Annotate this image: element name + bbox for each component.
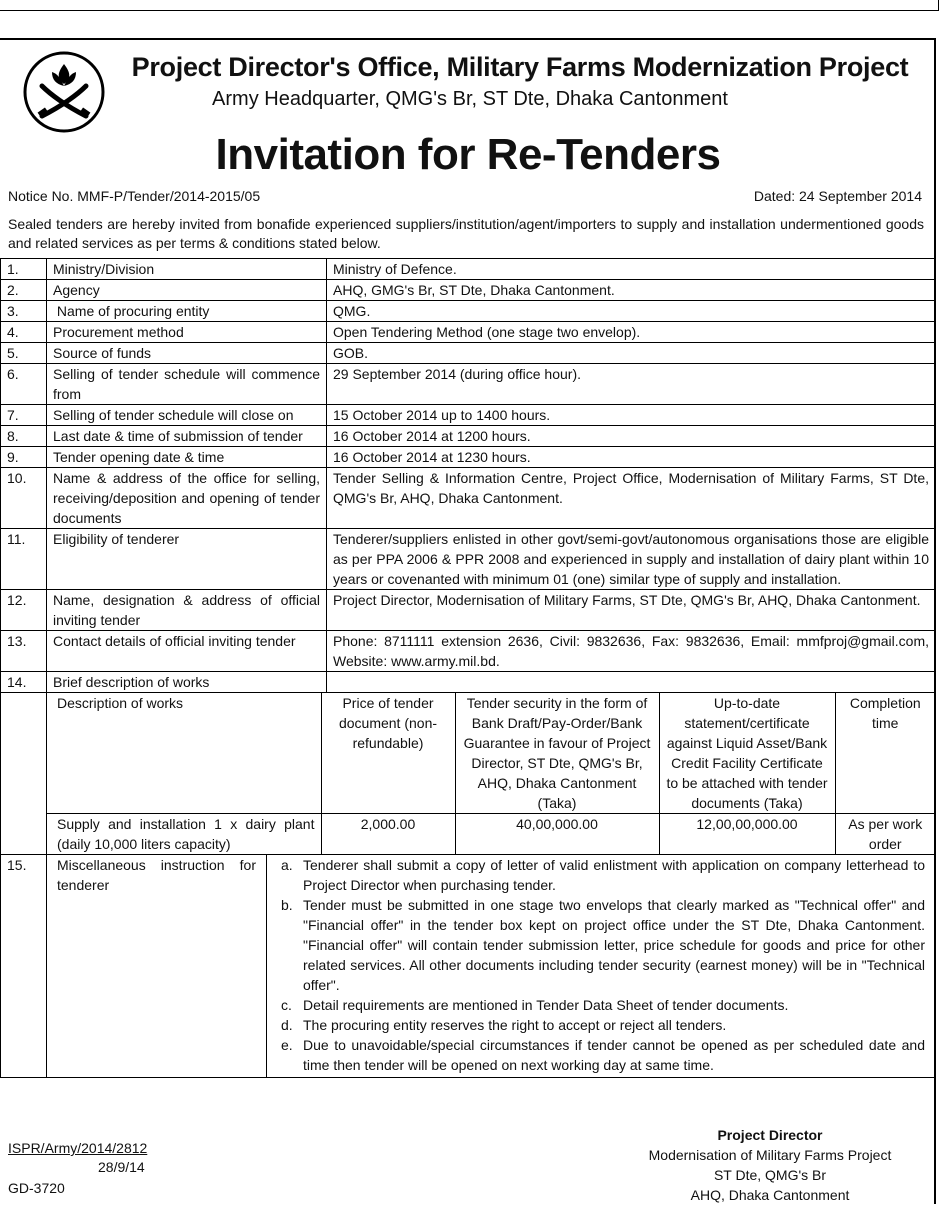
table-row — [1, 280, 936, 301]
row-value: Ministry of Defence. — [327, 259, 936, 280]
row-label: Name, designation & address of official inviting tender — [47, 590, 327, 631]
row-number: 12. — [1, 590, 47, 631]
table-row — [1, 301, 936, 322]
row-value: 16 October 2014 at 1200 hours. — [327, 426, 936, 447]
row-label: Contact details of official inviting tender — [47, 631, 327, 672]
works-item-row — [47, 814, 935, 855]
army-crest-icon — [22, 50, 106, 134]
works-item-security: 40,00,000.00 — [455, 814, 659, 855]
works-item-completion: As per work order — [835, 814, 935, 855]
works-item-price: 2,000.00 — [321, 814, 455, 855]
signatory-title: Project Director — [717, 1127, 823, 1143]
misc-row — [1, 855, 936, 1078]
row-value — [327, 672, 936, 693]
row-label: Ministry/Division — [47, 259, 327, 280]
list-item: c. Detail requirements are mentioned in Tender Data Sheet of tender documents. — [281, 997, 789, 1013]
row-number: 13. — [1, 631, 47, 672]
table-row — [1, 468, 936, 529]
row-value: Tenderer/suppliers enlisted in other govt/semi-govt/autonomous organisations those are eligible as per PPA 2006 & PPR 2008 and experienced in supply and installation of dairy plant within 10 years or covenanted with minimum 01 (one) similar type of supply and installation. — [327, 529, 936, 590]
signatory-line: Modernisation of Military Farms Project — [648, 1147, 892, 1163]
row-value: Phone: 8711111 extension 2636, Civil: 9832636, Fax: 9832636, Email: mmfproj@gmail.com, Website: www.army.mil.bd. — [327, 631, 936, 672]
works-item-desc: Supply and installation 1 x dairy plant (daily 10,000 liters capacity) — [47, 814, 321, 855]
row-label: Tender opening date & time — [47, 447, 327, 468]
table-row — [1, 364, 936, 405]
misc-instructions-list — [273, 855, 925, 1075]
row-number: 10. — [1, 468, 47, 529]
table-row — [1, 631, 936, 672]
row-number: 14. — [1, 672, 47, 693]
list-item: e. Due to unavoidable/special circumstances if tender cannot be opened as per scheduled date and time then tender will be opened on next working day at same time. — [281, 1037, 925, 1073]
table-row — [1, 259, 936, 280]
row-label: Last date & time of submission of tender — [47, 426, 327, 447]
table-row — [1, 447, 936, 468]
notice-date: Dated: 24 September 2014 — [753, 188, 922, 204]
gd-number: GD-3720 — [8, 1180, 65, 1196]
row-value: Tender Selling & Information Centre, Project Office, Modernisation of Military Farms, ST Dte, QMG's Br, AHQ, Dhaka Cantonment. — [327, 468, 936, 529]
row-number: 1. — [1, 259, 47, 280]
row-number: 15. — [1, 855, 47, 1078]
works-header-security: Tender security in the form of Bank Draft/Pay-Order/Bank Guarantee in favour of Project Director, ST Dte, QMG's Br, AHQ, Dhaka Cantonment (Taka) — [455, 693, 659, 814]
row-label: Name & address of the office for selling, receiving/deposition and opening of tender documents — [47, 468, 327, 529]
row-label: Brief description of works — [47, 672, 327, 693]
row-value: 29 September 2014 (during office hour). — [327, 364, 936, 405]
org-title: Project Director's Office, Military Farms Modernization Project — [131, 52, 909, 82]
table-row — [1, 426, 936, 447]
table-row — [1, 672, 936, 693]
list-item: d. The procuring entity reserves the right to accept or reject all tenders. — [281, 1017, 727, 1033]
tender-table — [0, 258, 936, 1078]
works-table — [47, 693, 935, 854]
works-row — [1, 693, 936, 855]
row-number: 2. — [1, 280, 47, 301]
table-row — [1, 343, 936, 364]
row-label: Selling of tender schedule will close on — [47, 405, 327, 426]
row-number: 3. — [1, 301, 47, 322]
works-header-desc: Description of works — [47, 693, 321, 814]
works-header-statement: Up-to-date statement/certificate against Liquid Asset/Bank Credit Facility Certificate to be attached with tender documents (Taka) — [659, 693, 835, 814]
row-number: 6. — [1, 364, 47, 405]
row-label: Procurement method — [47, 322, 327, 343]
ispr-date: 28/9/14 — [98, 1159, 145, 1175]
list-item: a. Tenderer shall submit a copy of letter of valid enlistment with application on company letterhead to Project Director when purchasing tender. — [281, 857, 925, 893]
row-label: Name of procuring entity — [47, 301, 327, 322]
table-row — [1, 405, 936, 426]
row-number: 4. — [1, 322, 47, 343]
row-number: 7. — [1, 405, 47, 426]
table-row — [1, 529, 936, 590]
row-value: 16 October 2014 at 1230 hours. — [327, 447, 936, 468]
signatory-line: AHQ, Dhaka Cantonment — [690, 1187, 850, 1203]
list-item: b. Tender must be submitted in one stage two envelops that clearly marked as "Technical offer" and "Financial offer" in the tender box kept on project office under the ST Dte, Dhaka Cantonment. "Financial offer" will contain tender submission letter, price schedule for goods and price for other related services. All other documents including tender security (earnest money) will be in "Technical offer". — [281, 897, 925, 993]
row-value: GOB. — [327, 343, 936, 364]
top-border-line — [0, 0, 939, 11]
row-label: Miscellaneous instruction for tenderer — [47, 855, 267, 1078]
table-row — [1, 322, 936, 343]
row-number: 11. — [1, 529, 47, 590]
row-value: Open Tendering Method (one stage two envelop). — [327, 322, 936, 343]
notice-number: Notice No. MMF-P/Tender/2014-2015/05 — [8, 188, 261, 204]
ispr-reference: ISPR/Army/2014/2812 — [8, 1140, 148, 1156]
row-label: Agency — [47, 280, 327, 301]
works-header-completion: Completion time — [835, 693, 935, 814]
row-value: QMG. — [327, 301, 936, 322]
signatory-block — [600, 1125, 940, 1205]
row-number: 8. — [1, 426, 47, 447]
page-title: Invitation for Re-Tenders — [215, 130, 721, 179]
row-label: Source of funds — [47, 343, 327, 364]
works-item-statement: 12,00,00,000.00 — [659, 814, 835, 855]
row-label: Selling of tender schedule will commence from — [47, 364, 327, 405]
row-number: 5. — [1, 343, 47, 364]
row-value: 15 October 2014 up to 1400 hours. — [327, 405, 936, 426]
table-row — [1, 590, 936, 631]
row-value: AHQ, GMG's Br, ST Dte, Dhaka Cantonment. — [327, 280, 936, 301]
signatory-line: ST Dte, QMG's Br — [713, 1167, 827, 1183]
row-number: 9. — [1, 447, 47, 468]
works-header-price: Price of tender document (non-refundable) — [321, 693, 455, 814]
works-header-row — [47, 693, 935, 814]
intro-paragraph: Sealed tenders are hereby invited from bonafide experienced suppliers/institution/agent/importers to supply and installation undermentioned goods and related services as per terms & conditions stated below. — [8, 216, 924, 251]
row-value: Project Director, Modernisation of Military Farms, ST Dte, QMG's Br, AHQ, Dhaka Cantonment. — [327, 590, 936, 631]
row-label: Eligibility of tenderer — [47, 529, 327, 590]
org-address: Army Headquarter, QMG's Br, ST Dte, Dhaka Cantonment — [212, 88, 728, 110]
